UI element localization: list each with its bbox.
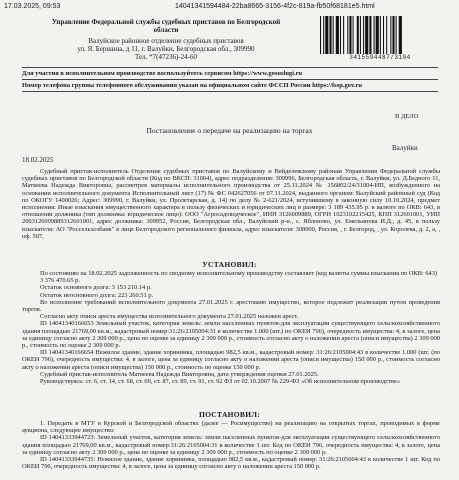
divider: [22, 91, 438, 92]
valuation-paragraph: Судебный пристав-исполнитель Матвеева Надежда Викторовна, дата утверждения оценки 27.01.2025.: [40, 370, 319, 378]
document-date: 18.02.2025: [22, 156, 54, 164]
property-item: ID 14041333944723: Земельный участок, категория земель: земли населенных пунктов-для эксплуатации существующего сельскохозяйственного здания площадью 21769,00 кв.м., кадастровый номер:31:26:2105004:31 в количестве 1 шт. Код по ОКЕИ 796, очередность имущества: 4, в залоге, цена за единицу согласно акту 2 309 000 р., цена по оценке за единицу 2 309 000 р., стоимость по оценке 2 309 000 р.: [22, 434, 440, 456]
document-title: Постановление о передаче на реализацию на торгах: [146, 126, 313, 135]
divider: [22, 79, 438, 80]
barcode-image: [318, 16, 442, 54]
issuer-org-line: области: [153, 26, 179, 34]
body-intro: [22, 168, 440, 240]
filing-note: В ДЕЛО: [395, 113, 419, 120]
body-findings: [22, 270, 440, 385]
intro-paragraph: Судебный пристав-исполнитель Отделение судебных приставов по Валуйскому и Вейделевскому районам Управления Федеральной службы судебных приставов по Белгородской области (Код по ВКСП: 31004), адрес подразделения: 309996, Белгородская область, г. Валуйки, ул. Д.Бедного 11, Матвеева Надежда Викторовна, рассмотрев материалы исполнительного производства от 25.11.2024 № 156802/24/31004-ИП, возбужденного на основании исполнительного документа Исполнительный лист (17) № ФС 042627056 от 07.11.2024, выданного органом: Валуйский районный суд (Код по ОКОГУ 1400026; Адрес: 309990, г. Валуйки, ул. Пролетарская, д. 14) по делу № 2-621/2024, вступившему в законную силу 10.10.2024, предмет исполнения: Иные взыскания имущественного характера в пользу физических и юридических лиц в размере: 3 189 435.95 р. в валюте по ОКВ: 643, в отношении должника (тип должника: юридическое лицо): ООО "Агросадоводческое", ИНН 3126009889, ОГРН 1023102215425, КПП 312601001, УИП 2003126009889312601001, адрес должника: 309952, Россия, Белгородская обл., Валуйский р-н., с. Яблоново, ул. Емельянова И.Д., д. 45, в пользу взыскателя: АО "Россельхозбанк" в лице Белгородского регионального филиала, адрес взыскателя: 308000, Россия, , г. Белгород, , ул. Королева, д. 2, а, , оф. 507,: [22, 168, 440, 240]
issuer-org-line: Управление Федеральной службы судебных приставов по Белгородской: [51, 18, 281, 26]
document-place: Валуйки: [392, 144, 418, 152]
legal-basis-paragraph: Руководствуясь: ст. 6, ст. 14, ст. 68, ст. 69, ст. 87, ст. 89, ст. 91, ст. 92 ФЗ от 02.10.2007 № 229-ФЗ «Об исполнительном производстве»: [40, 378, 401, 386]
barcode-number: 3415594487/3104: [349, 54, 411, 61]
section-heading-postanovil: ПОСТАНОВИЛ:: [198, 410, 261, 419]
arrest-paragraph: Во исполнение требований исполнительного документа 27.01.2025 г. арестовано имущество, которое подлежит реализации путем проведения торгов.: [22, 298, 440, 314]
issuer-address-line: ул. Я. Бершина, д 11, г. Валуйки, Белгородская обл., 309990: [77, 45, 255, 53]
print-timestamp: 17.03.2025, 09:53: [4, 3, 61, 10]
debt-amount: 3 376 470.65 р.: [40, 277, 80, 285]
property-item: ID 14041333944735: Нежилое здание, здание хоринника, площадью 982,5 кв.м., кадастровый номер: 31:26:2105004:43 в количестве 1 шт. Код по ОКЕИ 796, очередность имущества: 4, в залоге, цена за единицу согласно акту о наложении ареста 150 000 р.: [22, 456, 440, 471]
phone-info-line: Номер телефона группы телефонного обслуживания указан на официальном сайте ФССП России https://fssp.gov.ru: [22, 82, 362, 89]
remaining-principal: Остаток основного долга: 3 153 210.14 р.: [40, 284, 152, 292]
issuer-dept-line: Валуйское районное отделение судебных приставов: [88, 37, 244, 45]
debt-paragraph: По состоянию на 18.02.2025 задолженность по сводному исполнительному производству составляет (код валюты суммы взыскания по ОКВ: 643): [40, 270, 438, 277]
resolution-paragraph: 1. Передать в МТУ в Курской и Белгородской областях (далее — Росимущество) на реализацию на открытых торгах, проводимых в форме аукциона, следующее имущество:: [22, 420, 440, 435]
print-document-id: 14041341594484-22ba8665-3156-4f2c-819a-fb50f68181e5.html: [175, 3, 375, 10]
issuer-phone-line: Тел. *7(47236)-24-60: [135, 53, 197, 61]
issuer-header: [16, 18, 316, 61]
act-paragraph: Согласно акту описи ареста имущества исполнительного документа 27.01.2025 наложен арест.: [40, 313, 299, 321]
body-resolution: [22, 420, 440, 470]
print-header: [0, 0, 459, 14]
section-heading-ustanovil: УСТАНОВИЛ:: [202, 260, 257, 269]
property-item: ID 14041340166653 Земельный участок, категория земель: земли населенных пунктов-для эксплуатации существующего сельскохозяйственного здания площадью 21769,00 кв.м., кадастровый номер:31:26:2105004:31 в количестве 1.000 (шт.) по ОКЕИ 796), очередность имущества: 4, в залоге, цена за единицу согласно акту 2 309 000 р., цена по оценке за единицу 2 309 000 р., стоимость согласно акту о наложении ареста (описи имущества) 2 309 000 р., стоимость по оценке 2 309 000 р.: [22, 320, 440, 350]
gosuslugi-info-line: Для участия в исполнительном производстве воспользуйтесь сервисом https://www.gosuslugi.ru: [22, 70, 303, 77]
property-item: ID 14041340166654 Нежилое здание, здание хоринника, площадью 982,5 кв.м., кадастровый номер: 31:26:2105004:43 в количестве 1.000 (шт. (по ОКЕИ 796), очередность имущества: 4, в залоге, цена за единицу согласно акту о наложении ареста (описи имущества) 150 000 р., стоимость согласно акту о наложении ареста (описи имущества) 150 000 р., стоимость по оценке 150 000 р.: [22, 349, 440, 371]
divider: [22, 67, 438, 68]
remaining-secondary: Остаток неосновного долга: 223 260.51 р.: [40, 291, 154, 299]
